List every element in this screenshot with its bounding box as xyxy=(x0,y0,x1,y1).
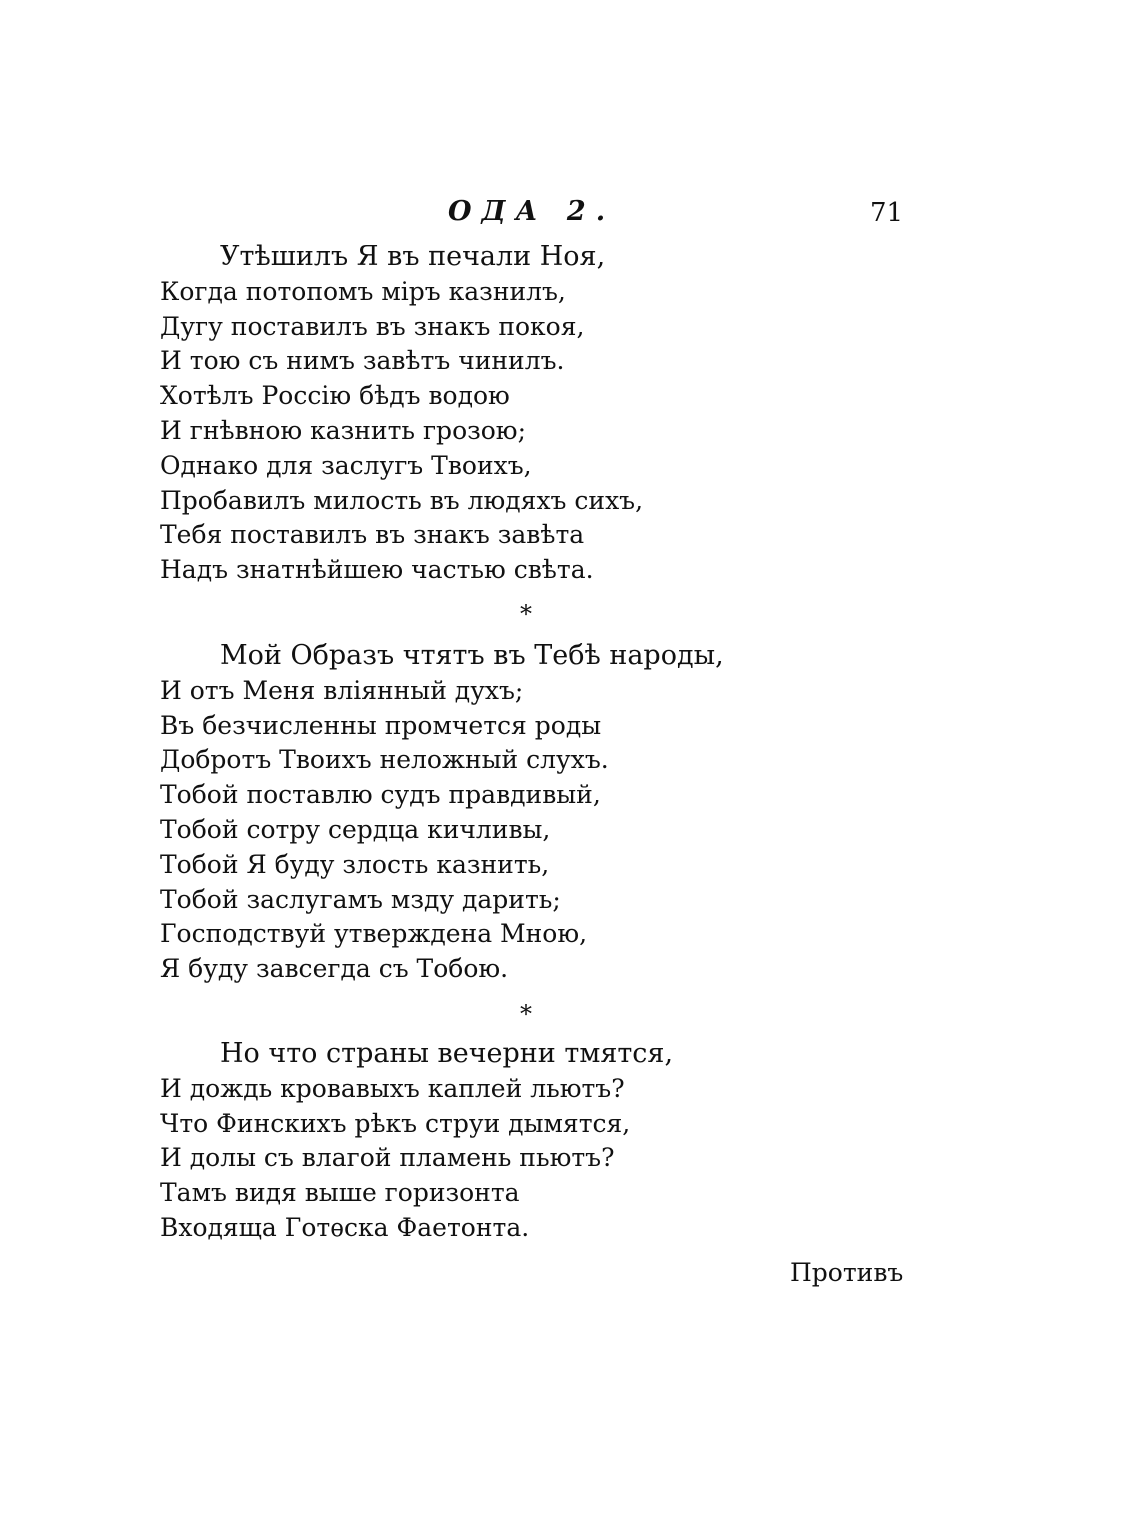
verse-line: Тобой поставлю судъ правдивый, xyxy=(160,780,601,810)
verse-line: Однако для заслугъ Твоихъ, xyxy=(160,450,532,480)
verse-line: Хотѣлъ Россiю бѣдъ водою xyxy=(160,381,510,411)
verse-line: Что Финскихъ рѣкъ струи дымятся, xyxy=(160,1108,631,1138)
stanza-3 xyxy=(160,1037,673,1246)
page-number: 71 xyxy=(870,198,904,228)
verse-line: Мой Образъ чтятъ въ Тебѣ народы, xyxy=(220,640,724,671)
verse-line: Тамъ видя выше горизонта xyxy=(160,1178,520,1208)
stanza-separator: * xyxy=(520,600,532,628)
verse-line: И дождь кровавыхъ каплей льютъ? xyxy=(160,1073,625,1103)
verse-line: Когда потопомъ мiръ казнилъ, xyxy=(160,276,566,306)
verse-line: И долы съ влагой пламень пьютъ? xyxy=(160,1143,615,1173)
verse-line: Дугу поставилъ въ знакъ покоя, xyxy=(160,311,585,341)
verse-line: Я буду завсегда съ Тобою. xyxy=(160,954,509,984)
verse-line: И гнѣвною казнить грозою; xyxy=(160,415,526,445)
verse-line: Тебя поставилъ въ знакъ завѣта xyxy=(160,520,585,550)
stanza-1 xyxy=(160,240,643,588)
catchword: Противъ xyxy=(790,1258,904,1287)
stanza-separator: * xyxy=(520,1000,532,1028)
verse-line: Тобой заслугамъ мзду дарить; xyxy=(160,884,561,914)
verse-line: Но что страны вечерни тмятся, xyxy=(220,1038,674,1069)
stanza-2 xyxy=(160,639,724,987)
verse-line: Входяща Готѳска Фаетонта. xyxy=(160,1212,530,1242)
verse-line: И тою съ нимъ завѣтъ чинилъ. xyxy=(160,346,565,376)
verse-line: Добротъ Твоихъ неложный слухъ. xyxy=(160,745,609,775)
verse-line: Въ безчисленны промчется роды xyxy=(160,710,602,740)
verse-line: Пробавилъ милость въ людяхъ сихъ, xyxy=(160,485,644,515)
verse-line: И отъ Меня влiянный духъ; xyxy=(160,675,524,705)
verse-line: Утѣшилъ Я въ печали Ноя, xyxy=(220,241,606,272)
verse-line: Тобой сотру сердца кичливы, xyxy=(160,814,551,844)
running-head: ОДА 2. xyxy=(448,196,616,227)
verse-line: Тобой Я буду злость казнить, xyxy=(160,849,550,879)
verse-line: Надъ знатнѣйшею частью свѣта. xyxy=(160,555,594,585)
verse-line: Господствуй утверждена Мною, xyxy=(160,919,588,949)
